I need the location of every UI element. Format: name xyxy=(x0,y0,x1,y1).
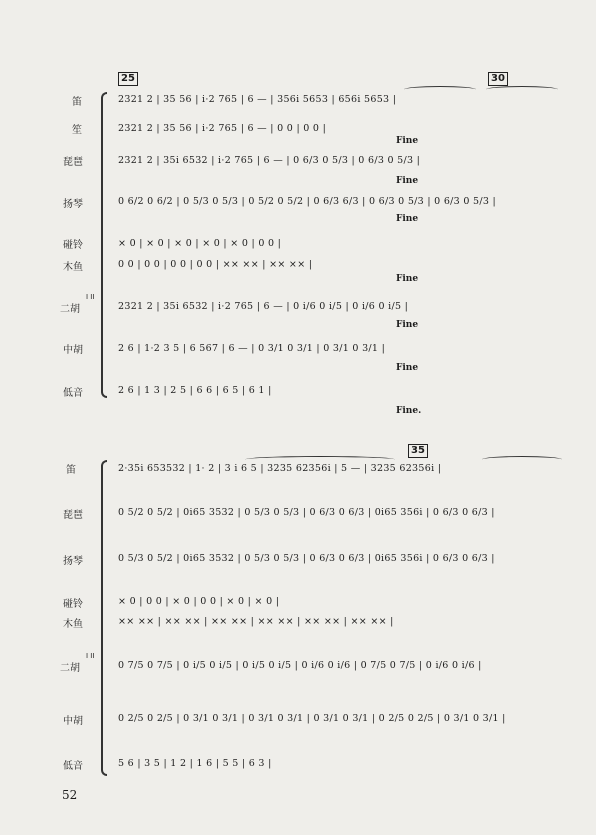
fine-label: Fine xyxy=(396,320,419,330)
slur xyxy=(245,456,395,463)
instrument-label-yangqin: 扬琴 xyxy=(63,556,83,567)
row-zhonghu: 0 2/5 0 2/5 | 0 3/1 0 3/1 | 0 3/1 0 3/1 | 0 3/1 0 3/1 | 0 2/5 0 2/5 | 0 3/1 0 3/1 | xyxy=(118,713,506,724)
instrument-label-pipa: 琵琶 xyxy=(63,157,83,168)
row-diyin: 5 6 | 3 5 | 1 2 | 1 6 | 5 5 | 6 3 | xyxy=(118,758,272,769)
instrument-label-xingling: 碰铃 xyxy=(63,599,83,610)
page-number: 52 xyxy=(62,788,78,802)
system2-bracket xyxy=(101,460,107,776)
fine-label: Fine xyxy=(396,214,419,224)
instrument-label-pipa: 琵琶 xyxy=(63,510,83,521)
rehearsal-mark-25: 25 xyxy=(118,72,138,86)
erhu-parts-label: I II xyxy=(86,293,95,301)
row-yangqin: 0 5/3 0 5/2 | 0i65 3532 | 0 5/3 0 5/3 | 0 6/3 0 6/3 | 0i65 356i | 0 6/3 0 6/3 | xyxy=(118,553,495,564)
slur xyxy=(482,456,562,463)
slur xyxy=(404,86,476,93)
row-yangqin: 0 6/2 0 6/2 | 0 5/3 0 5/3 | 0 5/2 0 5/2 | 0 6/3 6/3 | 0 6/3 0 5/3 | 0 6/3 0 5/3 | xyxy=(118,196,497,207)
row-erhu: 2321 2 | 35i 6532 | i·2 765 | 6 — | 0 i/6 0 i/5 | 0 i/6 0 i/5 | xyxy=(118,301,409,312)
instrument-label-dizi: 笛 xyxy=(66,465,76,476)
row-xingling: × 0 | 0 0 | × 0 | 0 0 | × 0 | × 0 | xyxy=(118,596,280,607)
instrument-label-zhonghu: 中胡 xyxy=(63,716,83,727)
fine-label: Fine xyxy=(396,136,419,146)
row-erhu: 0 7/5 0 7/5 | 0 i/5 0 i/5 | 0 i/5 0 i/5 | 0 i/6 0 i/6 | 0 7/5 0 7/5 | 0 i/6 0 i/6 | xyxy=(118,660,482,671)
system1-bracket xyxy=(101,92,107,398)
instrument-label-xingling: 碰铃 xyxy=(63,240,83,251)
row-sheng: 2321 2 | 35 56 | i·2 765 | 6 — | 0 0 | 0 0 | xyxy=(118,123,327,134)
row-xingling: × 0 | × 0 | × 0 | × 0 | × 0 | 0 0 | xyxy=(118,238,282,249)
instrument-label-dizi: 笛 xyxy=(72,97,82,108)
row-pipa: 0 5/2 0 5/2 | 0i65 3532 | 0 5/3 0 5/3 | 0 6/3 0 6/3 | 0i65 356i | 0 6/3 0 6/3 | xyxy=(118,507,495,518)
row-diyin: 2 6 | 1 3 | 2 5 | 6 6 | 6 5 | 6 1 | xyxy=(118,385,272,396)
instrument-label-sheng: 笙 xyxy=(72,125,82,136)
row-zhonghu: 2 6 | 1·2 3 5 | 6 567 | 6 — | 0 3/1 0 3/1 | 0 3/1 0 3/1 | xyxy=(118,343,386,354)
row-dizi: 2·35i 653532 | 1· 2 | 3 i 6 5 | 3235 62356i | 5 — | 3235 62356i | xyxy=(118,463,442,474)
instrument-label-diyin: 低音 xyxy=(63,388,83,399)
instrument-label-erhu: 二胡 xyxy=(60,304,80,315)
fine-label: Fine. xyxy=(396,406,422,416)
row-dizi: 2321 2 | 35 56 | i·2 765 | 6 — | 356i 5653 | 656i 5653 | xyxy=(118,94,397,105)
rehearsal-mark-30: 30 xyxy=(488,72,508,86)
instrument-label-muyu: 木鱼 xyxy=(63,619,83,630)
slur xyxy=(486,86,558,93)
instrument-label-zhonghu: 中胡 xyxy=(63,345,83,356)
instrument-label-muyu: 木鱼 xyxy=(63,262,83,273)
fine-label: Fine xyxy=(396,363,419,373)
instrument-label-yangqin: 扬琴 xyxy=(63,199,83,210)
instrument-label-diyin: 低音 xyxy=(63,761,83,772)
row-muyu: 0 0 | 0 0 | 0 0 | 0 0 | ×× ×× | ×× ×× | xyxy=(118,259,313,270)
rehearsal-mark-35: 35 xyxy=(408,444,428,458)
instrument-label-erhu: 二胡 xyxy=(60,663,80,674)
erhu-parts-label: I II xyxy=(86,652,95,660)
fine-label: Fine xyxy=(396,274,419,284)
fine-label: Fine xyxy=(396,176,419,186)
row-pipa: 2321 2 | 35i 6532 | i·2 765 | 6 — | 0 6/3 0 5/3 | 0 6/3 0 5/3 | xyxy=(118,155,421,166)
row-muyu: ×× ×× | ×× ×× | ×× ×× | ×× ×× | ×× ×× | ×× ×× | xyxy=(118,616,394,627)
